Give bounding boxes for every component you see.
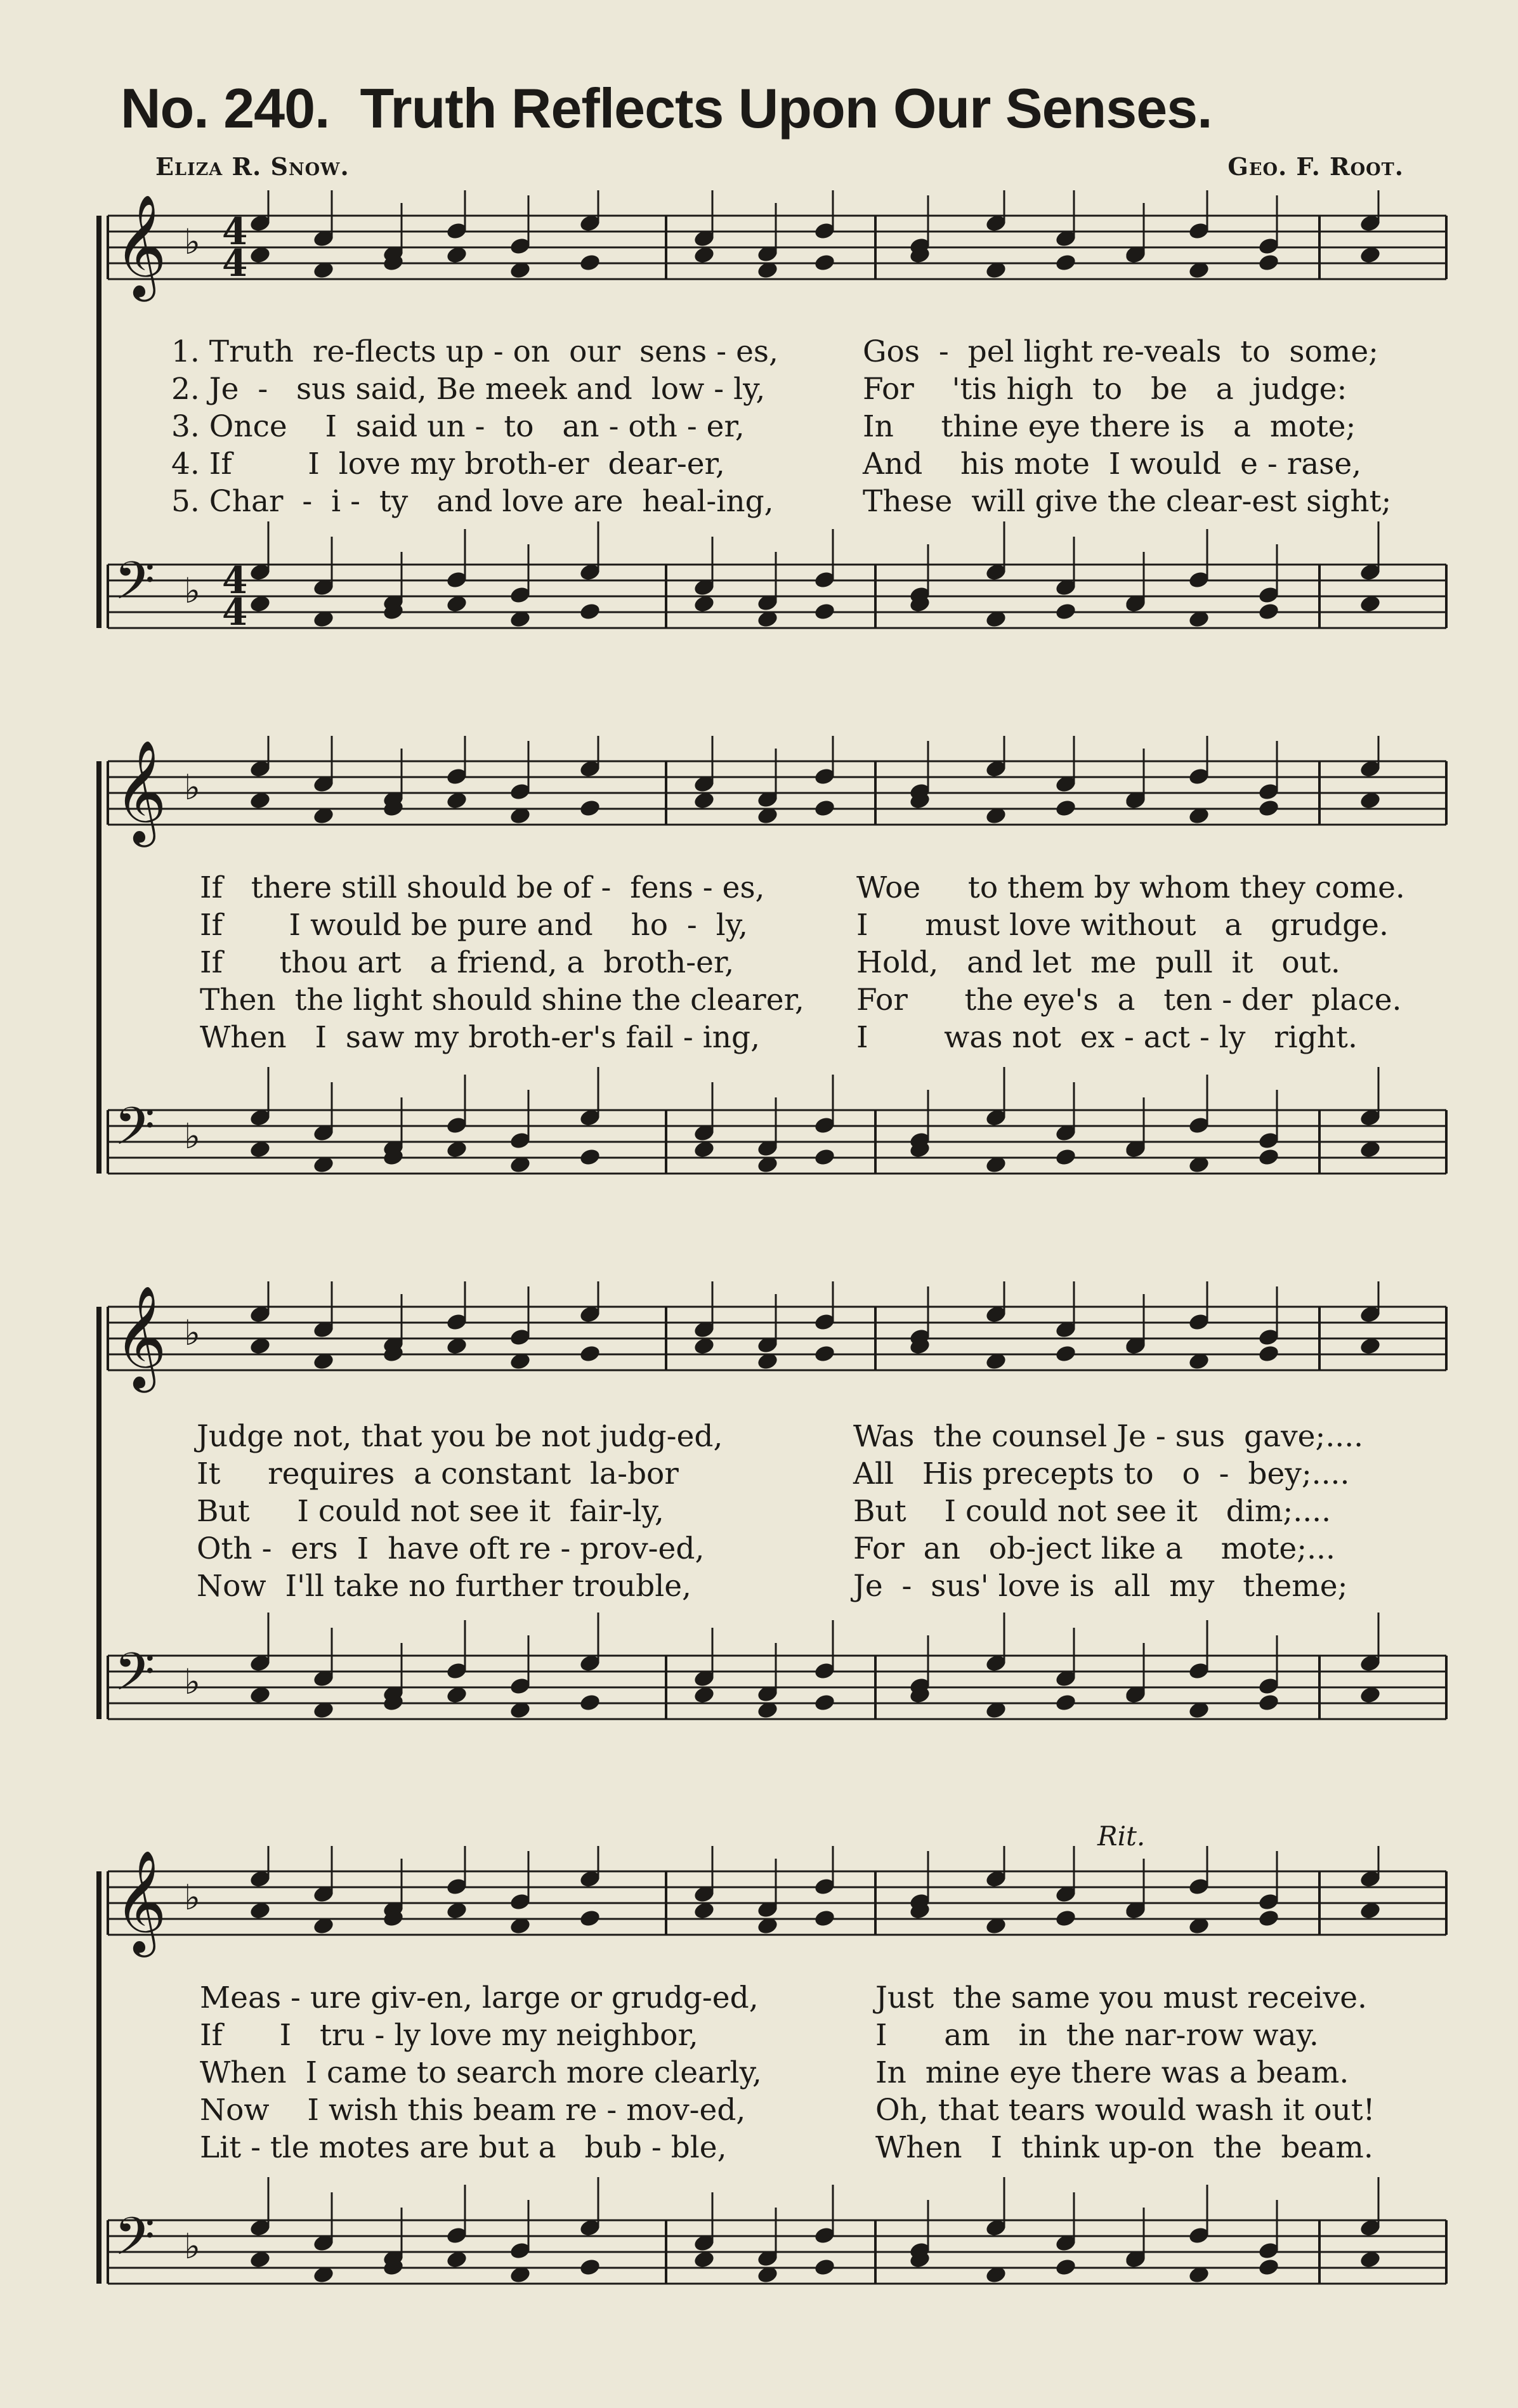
lyrics-left-column xyxy=(171,333,778,520)
bass-note xyxy=(579,2258,601,2277)
lyric-line: Just the same you must receive. xyxy=(875,1980,1367,2015)
flat-key-signature-icon: ♭ xyxy=(184,1116,200,1156)
lyrics-right-column xyxy=(863,333,1391,520)
lyric-line: Meas - ure giv-en, large or grudg-ed, xyxy=(200,1980,759,2015)
lyric-line: Je - sus' love is all my theme; xyxy=(853,1569,1348,1604)
lyric-line: In mine eye there was a beam. xyxy=(875,2055,1349,2090)
lyric-line: Hold, and let me pull it out. xyxy=(856,945,1340,980)
lyric-line: Was the counsel Je - sus gave;.... xyxy=(853,1419,1364,1454)
lyricist-credit: Eliza R. Snow. xyxy=(155,152,350,181)
time-signature-digit: 4 xyxy=(222,210,248,253)
treble-staff xyxy=(108,1846,1446,1958)
time-signature-digit: 4 xyxy=(222,242,248,285)
flat-key-signature-icon: ♭ xyxy=(184,1877,200,1918)
bass-clef-icon: 𝄢 xyxy=(114,1641,155,1715)
lyric-line: But I could not see it fair-ly, xyxy=(197,1494,664,1529)
lyric-line: I must love without a grudge. xyxy=(856,908,1389,943)
hymn-title: Truth Reflects Upon Our Senses. xyxy=(360,77,1212,140)
time-signature-digit: 4 xyxy=(222,591,248,634)
bass-note xyxy=(1257,2258,1280,2277)
lyric-line: Oh, that tears would wash it out! xyxy=(875,2093,1375,2128)
bass-staff xyxy=(108,1067,1446,1174)
lyric-line: 3. Once I said un - to an - oth - er, xyxy=(171,409,745,444)
bass-note xyxy=(813,2258,836,2277)
treble-note xyxy=(579,799,601,818)
treble-note xyxy=(1257,253,1280,273)
lyrics-right-column xyxy=(853,1418,1363,1605)
lyric-line: When I saw my broth-er's fail - ing, xyxy=(200,1020,761,1055)
time-signature-digit: 4 xyxy=(222,559,248,602)
lyric-line: It requires a constant la-bor xyxy=(197,1456,679,1491)
lyric-line: I was not ex - act - ly right. xyxy=(856,1020,1358,1055)
bass-note xyxy=(579,602,601,622)
lyric-line: Oth - ers I have oft re - prov-ed, xyxy=(197,1531,705,1566)
lyric-line: Gos - pel light re-veals to some; xyxy=(863,334,1378,369)
treble-note xyxy=(579,1909,601,1928)
lyric-line: These will give the clear-est sight; xyxy=(863,484,1392,519)
treble-note xyxy=(813,1344,836,1364)
lyrics-right-column xyxy=(856,869,1405,1056)
bass-note xyxy=(579,1148,601,1167)
bass-note xyxy=(579,1693,601,1713)
treble-note xyxy=(1257,1909,1280,1928)
bass-staff xyxy=(108,521,1446,629)
treble-note xyxy=(813,1909,836,1928)
lyric-line: When I came to search more clearly, xyxy=(200,2055,762,2090)
lyric-line: 5. Char - i - ty and love are heal-ing, xyxy=(171,484,774,519)
lyric-line: Lit - tle motes are but a bub - ble, xyxy=(200,2130,727,2165)
lyric-line: I am in the nar-row way. xyxy=(875,2018,1319,2053)
lyric-line: If I tru - ly love my neighbor, xyxy=(200,2018,698,2053)
lyric-line: For an ob-ject like a mote;... xyxy=(853,1531,1335,1566)
bass-clef-icon: 𝄢 xyxy=(114,550,155,624)
treble-note xyxy=(1054,1344,1077,1364)
bass-clef-icon: 𝄢 xyxy=(114,1096,155,1170)
treble-note xyxy=(813,799,836,818)
treble-note xyxy=(1054,253,1077,273)
lyric-line: For 'tis high to be a judge: xyxy=(863,372,1347,407)
treble-staff xyxy=(108,190,1446,302)
lyric-line: For the eye's a ten - der place. xyxy=(856,983,1402,1018)
lyric-line: If there still should be of - fens - es, xyxy=(200,870,765,905)
composer-credit: Geo. F. Root. xyxy=(1227,152,1404,181)
treble-clef-icon: 𝄞 xyxy=(114,194,167,298)
lyric-line: Then the light should shine the clearer, xyxy=(200,983,804,1018)
treble-note xyxy=(1257,1344,1280,1364)
lyric-line: Now I'll take no further trouble, xyxy=(197,1569,691,1604)
flat-key-signature-icon: ♭ xyxy=(184,570,200,611)
lyric-line: 4. If I love my broth-er dear-er, xyxy=(171,447,725,481)
flat-key-signature-icon: ♭ xyxy=(184,2226,200,2267)
treble-clef-icon: 𝄞 xyxy=(114,740,167,843)
tempo-marking: Rit. xyxy=(1097,1821,1146,1852)
hymn-title-line xyxy=(121,76,1212,141)
music-system xyxy=(95,190,1459,660)
treble-note xyxy=(1054,1909,1077,1928)
treble-note xyxy=(579,1344,601,1364)
bass-staff xyxy=(108,1613,1446,1720)
treble-note xyxy=(1257,799,1280,818)
bass-note xyxy=(813,602,836,622)
treble-clef-icon: 𝄞 xyxy=(114,1285,167,1389)
lyric-line: Now I wish this beam re - mov-ed, xyxy=(200,2093,746,2128)
lyric-line: If thou art a friend, a broth-er, xyxy=(200,945,735,980)
lyric-line: And his mote I would e - rase, xyxy=(863,447,1362,481)
bass-note xyxy=(1257,1148,1280,1167)
flat-key-signature-icon: ♭ xyxy=(184,767,200,808)
bass-note xyxy=(1054,602,1077,622)
bass-note xyxy=(813,1693,836,1713)
treble-note xyxy=(813,253,836,273)
bass-note xyxy=(1257,1693,1280,1713)
lyric-line: In thine eye there is a mote; xyxy=(863,409,1356,444)
bass-note xyxy=(1257,602,1280,622)
lyrics-right-column xyxy=(875,1979,1375,2166)
treble-note xyxy=(579,253,601,273)
treble-note xyxy=(1054,799,1077,818)
bass-clef-icon: 𝄢 xyxy=(114,2206,155,2280)
lyrics-left-column xyxy=(197,1418,723,1605)
lyric-line: When I think up-on the beam. xyxy=(875,2130,1373,2165)
lyric-line: If I would be pure and ho - ly, xyxy=(200,908,748,943)
bass-note xyxy=(1054,2258,1077,2277)
lyric-line: Judge not, that you be not judg-ed, xyxy=(197,1419,723,1454)
bass-note xyxy=(813,1148,836,1167)
music-system xyxy=(95,736,1459,1205)
lyric-line: But I could not see it dim;.... xyxy=(853,1494,1332,1529)
bass-note xyxy=(1054,1148,1077,1167)
lyrics-left-column xyxy=(200,869,804,1056)
lyric-line: 1. Truth re-flects up - on our sens - es, xyxy=(171,334,778,369)
flat-key-signature-icon: ♭ xyxy=(184,1661,200,1702)
bass-note xyxy=(1054,1693,1077,1713)
lyric-line: All His precepts to o - bey;.... xyxy=(853,1456,1350,1491)
lyrics-left-column xyxy=(200,1979,762,2166)
bass-staff xyxy=(108,2177,1446,2284)
treble-clef-icon: 𝄞 xyxy=(114,1850,167,1953)
flat-key-signature-icon: ♭ xyxy=(184,221,200,262)
treble-staff xyxy=(108,736,1446,847)
hymn-number: No. 240. xyxy=(121,77,330,140)
flat-key-signature-icon: ♭ xyxy=(184,1312,200,1353)
lyric-line: Woe to them by whom they come. xyxy=(856,870,1405,905)
music-system xyxy=(95,1821,1459,2315)
treble-staff xyxy=(108,1281,1446,1393)
music-system xyxy=(95,1281,1459,1751)
lyric-line: 2. Je - sus said, Be meek and low - ly, xyxy=(171,372,766,407)
